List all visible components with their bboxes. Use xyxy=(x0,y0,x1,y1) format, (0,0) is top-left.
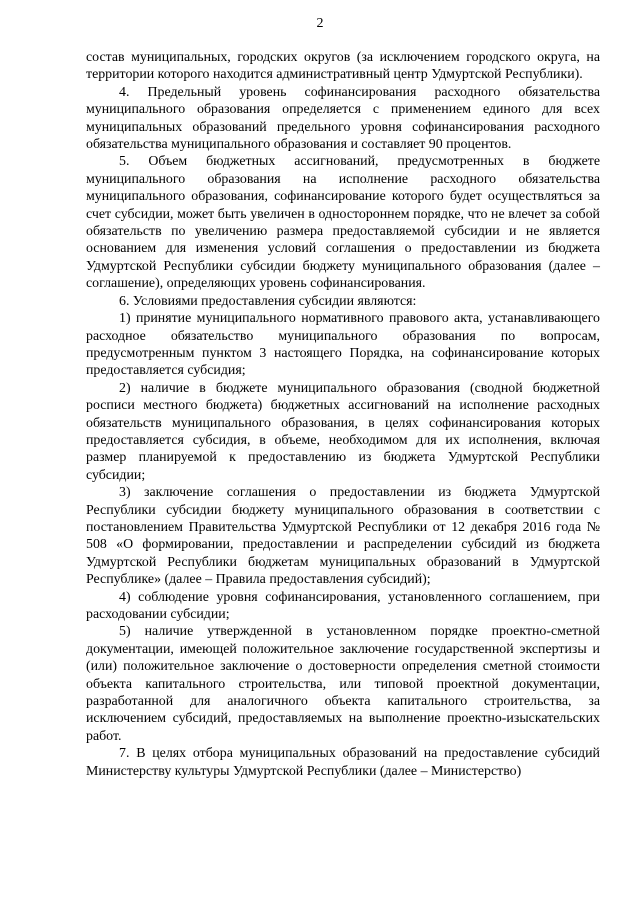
document-body xyxy=(86,49,600,780)
paragraph: 7. В целях отбора муниципальных образований на предоставление субсидий Министерству культуры Удмуртской Республики (далее – Министерство) xyxy=(86,746,600,779)
paragraph: 6. Условиями предоставления субсидии являются: xyxy=(119,293,417,309)
paragraph: 2) наличие в бюджете муниципального образования (сводной бюджетной росписи местного бюджета) бюджетных ассигнований на исполнение расходных обязательств муниципального образования, в целях софинансирования которых предоставляется субсидия, в объеме, необходимом для их исполнения, включая размер планируемой к предоставлению из бюджета Удмуртской Республики субсидии; xyxy=(86,380,600,483)
paragraph: состав муниципальных, городских округов (за исключением городского округа, на территории которого находится административный центр Удмуртской Республики). xyxy=(86,50,600,83)
paragraph: 4. Предельный уровень софинансирования расходного обязательства муниципального образования определяется с применением единого для всех муниципальных образований предельного уровня софинансирования расходного обязательства муниципального образования и составляет 90 процентов. xyxy=(86,84,600,153)
paragraph: 4) соблюдение уровня софинансирования, установленного соглашением, при расходовании субсидии; xyxy=(86,589,600,622)
paragraph: 5) наличие утвержденной в установленном порядке проектно-сметной документации, имеющей положительное заключение государственной экспертизы и (или) положительное заключение о достоверности определения сметной стоимости объекта капитального строительства, или типовой проектной документации, разработанной для аналогичного объекта капитального строительства, за исключением субсидий, предоставляемых на выполнение проектно-изыскательских работ. xyxy=(86,624,600,744)
paragraph: 1) принятие муниципального нормативного правового акта, устанавливающего расходное обязательство муниципального образования по вопросам, предусмотренным пунктом 3 настоящего Порядка, на софинансирование которых предоставляется субсидия; xyxy=(86,311,600,379)
paragraph: 5. Объем бюджетных ассигнований, предусмотренных в бюджете муниципального образования на исполнение расходного обязательства муниципального образования, софинансирование которого будет осуществляться за счет субсидии, может быть увеличен в одностороннем порядке, что не влечет за собой обязательств по увеличению размера предоставляемой субсидии и не является основанием для изменения условий соглашения о предоставлении из бюджета Удмуртской Республики субсидии бюджету муниципального образования (далее – соглашение), определяющих уровень софинансирования. xyxy=(86,154,600,292)
paragraph: 3) заключение соглашения о предоставлении из бюджета Удмуртской Республики субсидии бюджету муниципального образования в соответствии с постановлением Правительства Удмуртской Республики от 12 декабря 2016 года № 508 «О формировании, предоставлении и распределении субсидий из бюджета Удмуртской Республики бюджетам муниципальных образований в Удмуртской Республике» (далее – Правила предоставления субсидий); xyxy=(86,485,600,588)
page-number: 2 xyxy=(316,16,324,31)
